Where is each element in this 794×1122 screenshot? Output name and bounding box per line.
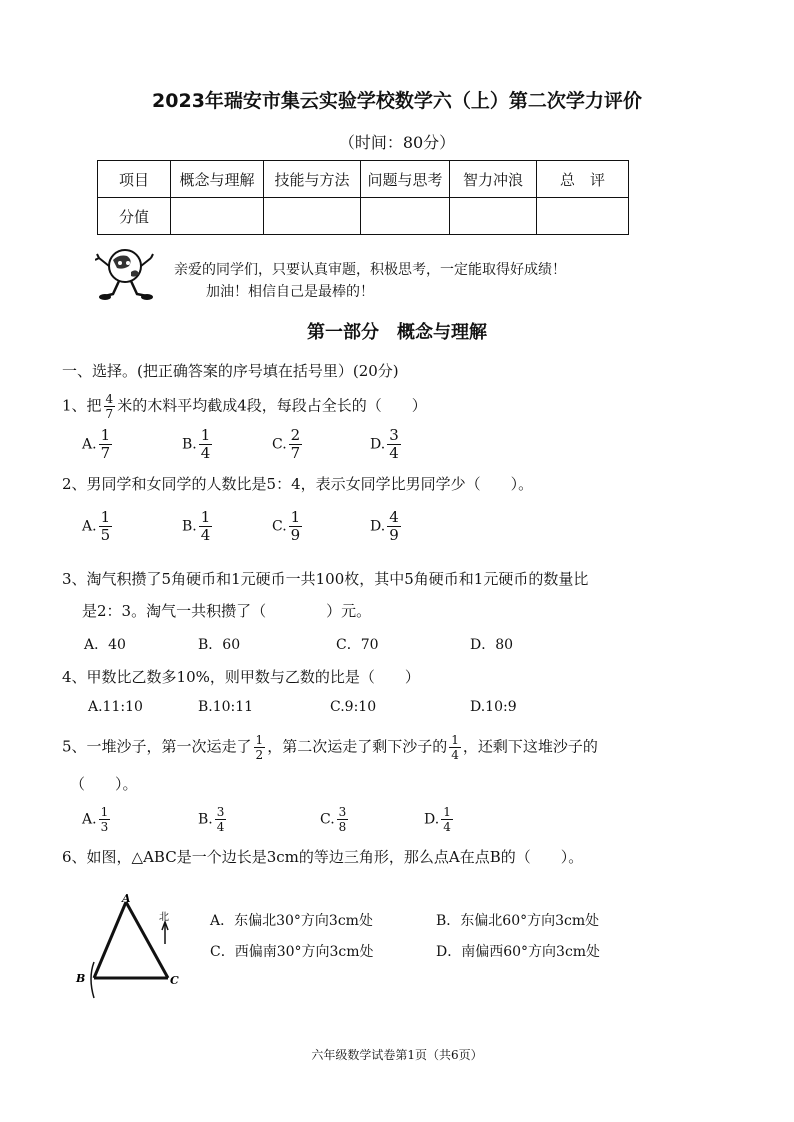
q1-option-d: D. $\frac{3}{4}$ bbox=[370, 426, 399, 462]
q1-post: 米的木料平均截成4段，每段占全长的（ ） bbox=[117, 396, 427, 415]
score-cell bbox=[361, 198, 450, 235]
page-title: 2023年瑞安市集云实验学校数学六（上）第二次学力评价 bbox=[152, 90, 642, 112]
score-cell bbox=[264, 198, 361, 235]
section1-heading: 一、选择。(把正确答案的序号填在括号里）(20分) bbox=[62, 362, 399, 380]
question-6: 6、如图，△ABC是一个边长是3cm的等边三角形，那么点A在点B的（ ）。 bbox=[62, 848, 584, 866]
score-cell bbox=[537, 198, 629, 235]
vertex-a-label: A bbox=[122, 892, 131, 905]
q1-option-c: C. $\frac{2}{7}$ bbox=[272, 426, 301, 462]
question-3-line1: 3、淘气积攒了5角硬币和1元硬币一共100枚，其中5角硬币和1元硬币的数量比 bbox=[62, 570, 589, 588]
part1-title: 第一部分 概念与理解 bbox=[307, 322, 487, 343]
score-header-problem: 问题与思考 bbox=[361, 161, 450, 198]
globe-mascot-icon bbox=[95, 244, 157, 308]
q4-option-a: A.11:10 bbox=[88, 699, 143, 715]
triangle-figure bbox=[72, 892, 192, 1006]
encouragement-line1: 亲爱的同学们，只要认真审题，积极思考，一定能取得好成绩！ bbox=[174, 262, 566, 278]
page-footer: 六年级数学试卷第1页（共6页） bbox=[311, 1048, 483, 1062]
question-3-line2: 是2：3。淘气一共积攒了（ ）元。 bbox=[82, 602, 372, 620]
q5-option-c: C. $\frac{3}{8}$ bbox=[320, 805, 347, 834]
q4-option-b: B.10:11 bbox=[198, 699, 254, 715]
score-row-label: 分值 bbox=[98, 198, 171, 235]
question-5-line2: （ ）。 bbox=[70, 775, 138, 793]
encouragement-line2: 加油！相信自己是最棒的！ bbox=[206, 284, 374, 300]
q2-option-a: A. $\frac{1}{5}$ bbox=[82, 508, 111, 544]
score-cell bbox=[450, 198, 537, 235]
q3-option-d: D．80 bbox=[470, 637, 514, 653]
q3-option-c: C．70 bbox=[336, 637, 379, 653]
north-label: 北 bbox=[159, 912, 169, 923]
q3-option-b: B．60 bbox=[198, 637, 241, 653]
score-cell bbox=[171, 198, 264, 235]
question-5-line1: 5、一堆沙子，第一次运走了 $\frac{1}{2}$ ，第二次运走了剩下沙子的 $\frac{1}{4}$ ，还剩下这堆沙子的 bbox=[62, 733, 598, 762]
q6-option-a: A．东偏北30°方向3cm处 bbox=[210, 913, 373, 929]
q2-option-d: D. $\frac{4}{9}$ bbox=[370, 508, 399, 544]
question-4: 4、甲数比乙数多10%，则甲数与乙数的比是（ ） bbox=[62, 668, 420, 686]
score-header-total: 总 评 bbox=[537, 161, 629, 198]
score-table bbox=[97, 160, 629, 235]
q1-option-b: B. $\frac{1}{4}$ bbox=[182, 426, 211, 462]
question-2: 2、男同学和女同学的人数比是5：4，表示女同学比男同学少（ ）。 bbox=[62, 475, 534, 493]
score-header-item: 项目 bbox=[98, 161, 171, 198]
q2-option-b: B. $\frac{1}{4}$ bbox=[182, 508, 211, 544]
q5-option-b: B. $\frac{3}{4}$ bbox=[198, 805, 225, 834]
exam-time: （时间：80分） bbox=[338, 133, 456, 152]
q4-option-c: C.9:10 bbox=[330, 699, 377, 715]
q3-option-a: A．40 bbox=[84, 637, 126, 653]
q5-option-a: A. $\frac{1}{3}$ bbox=[82, 805, 109, 834]
vertex-c-label: C bbox=[170, 974, 179, 987]
vertex-b-label: B bbox=[76, 972, 86, 985]
q1-fraction: $\frac{4}{7}$ bbox=[105, 392, 114, 421]
q1-pre: 1、把 bbox=[62, 396, 102, 415]
score-header-challenge: 智力冲浪 bbox=[450, 161, 537, 198]
q6-option-b: B．东偏北60°方向3cm处 bbox=[436, 913, 600, 929]
score-header-concept: 概念与理解 bbox=[171, 161, 264, 198]
question-1 bbox=[62, 393, 427, 420]
q1-option-a: A. $\frac{1}{7}$ bbox=[82, 426, 111, 462]
score-header-skill: 技能与方法 bbox=[264, 161, 361, 198]
q4-option-d: D.10:9 bbox=[470, 699, 517, 715]
q2-option-c: C. $\frac{1}{9}$ bbox=[272, 508, 301, 544]
q6-option-d: D．南偏西60°方向3cm处 bbox=[436, 944, 601, 960]
q5-option-d: D. $\frac{1}{4}$ bbox=[424, 805, 451, 834]
q6-option-c: C．西偏南30°方向3cm处 bbox=[210, 944, 374, 960]
